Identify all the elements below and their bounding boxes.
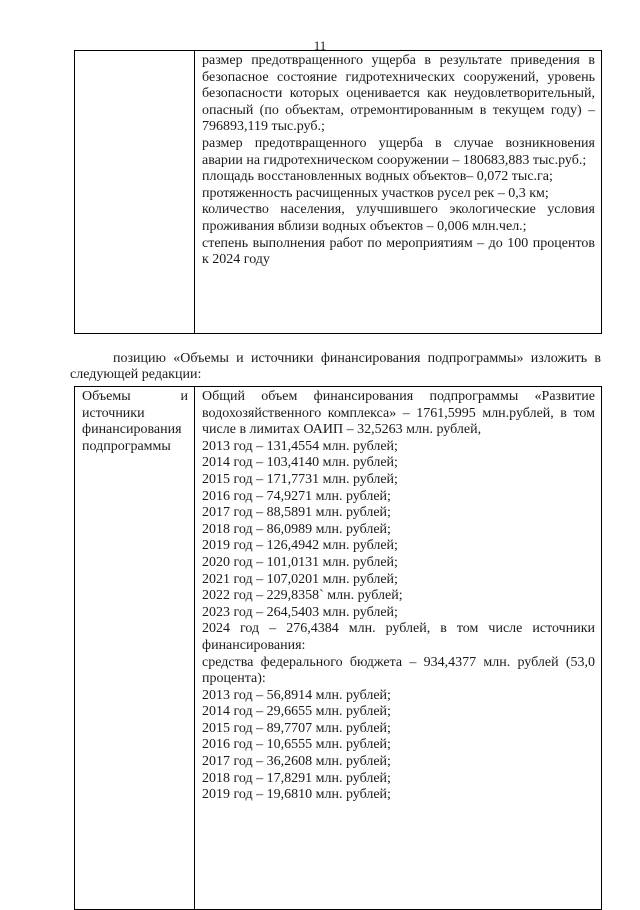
year-amount-line: 2020 год – 101,0131 млн. рублей; [202, 554, 398, 570]
year-amount-line: 2015 год – 171,7731 млн. рублей; [202, 471, 398, 487]
finance-content-cell [195, 387, 602, 910]
indicator-item: размер предотвращенного ущерба в результате приведения в безопасное состояние гидротехнических сооружений, уровень безопасности которых оценивается как неудовлетворительный, опасный (по объектам, отремонтированным в текущем году) – 796893,119 тыс.руб.; [202, 53, 595, 135]
indicator-item: протяженность расчищенных участков русел рек – 0,3 км; [202, 185, 549, 201]
intro-paragraph: позицию «Объемы и источники финансирования подпрограммы» изложить в следующей редакции: [70, 351, 601, 383]
years-federal-list [202, 688, 595, 804]
finance-label-rest: источники финансирования подпрограммы [82, 405, 182, 454]
year-amount-line: 2019 год – 19,6810 млн. рублей; [202, 787, 391, 803]
finance-table [74, 386, 602, 910]
indicator-item: степень выполнения работ по мероприятиям – до 100 процентов к 2024 году [202, 235, 595, 268]
year-amount-line: 2015 год – 89,7707 млн. рублей; [202, 720, 391, 736]
year-amount-line: 2014 год – 29,6655 млн. рублей; [202, 704, 391, 720]
year-amount-line: 2022 год – 229,8358` млн. рублей; [202, 588, 403, 604]
year-amount-line: 2013 год – 56,8914 млн. рублей; [202, 687, 391, 703]
year-amount-line: 2017 год – 36,2608 млн. рублей; [202, 754, 391, 770]
finance-federal: средства федерального бюджета – 934,4377 млн. рублей (53,0 процента): [202, 654, 595, 687]
year-amount-line: 2023 год – 264,5403 млн. рублей; [202, 604, 398, 620]
page-number: 11 [313, 38, 327, 53]
year-amount-line: 2017 год – 88,5891 млн. рублей; [202, 505, 391, 521]
year-amount-line: 2018 год – 86,0989 млн. рублей; [202, 521, 391, 537]
indicator-item: размер предотвращенного ущерба в случае возникновения аварии на гидротехническом сооружении – 180683,883 тыс.руб.; [202, 135, 595, 168]
finance-label-cell [75, 387, 195, 910]
finance-label-word: Объемы [82, 389, 131, 404]
year-amount-line: 2016 год – 74,9271 млн. рублей; [202, 488, 391, 504]
indicators-right-cell [195, 51, 602, 334]
finance-label-word: и [180, 389, 188, 404]
year-amount-line: 2021 год – 107,0201 млн. рублей; [202, 571, 398, 587]
year-amount-line: 2018 год – 17,8291 млн. рублей; [202, 770, 391, 786]
year-amount-line: 2016 год – 10,6555 млн. рублей; [202, 737, 391, 753]
indicators-table [74, 50, 602, 334]
indicators-left-cell [75, 51, 195, 334]
finance-total: Общий объем финансирования подпрограммы «Развитие водохозяйственного комплекса» – 1761,5995 млн.рублей, в том числе в лимитах ОАИП – 32,5263 млн. рублей, [202, 389, 595, 438]
indicator-item: количество населения, улучшившего экологические условия проживания вблизи водных объектов – 0,006 млн.чел.; [202, 202, 595, 234]
years-total-list [202, 439, 595, 622]
year-amount-line: 2013 год – 131,4554 млн. рублей; [202, 438, 398, 454]
finance-2024: 2024 год – 276,4384 млн. рублей, в том числе источники финансирования: [202, 621, 595, 653]
finance-label [82, 389, 188, 455]
year-amount-line: 2014 год – 103,4140 млн. рублей; [202, 455, 398, 471]
year-amount-line: 2019 год – 126,4942 млн. рублей; [202, 538, 398, 554]
indicator-item: площадь восстановленных водных объектов– 0,072 тыс.га; [202, 169, 553, 185]
